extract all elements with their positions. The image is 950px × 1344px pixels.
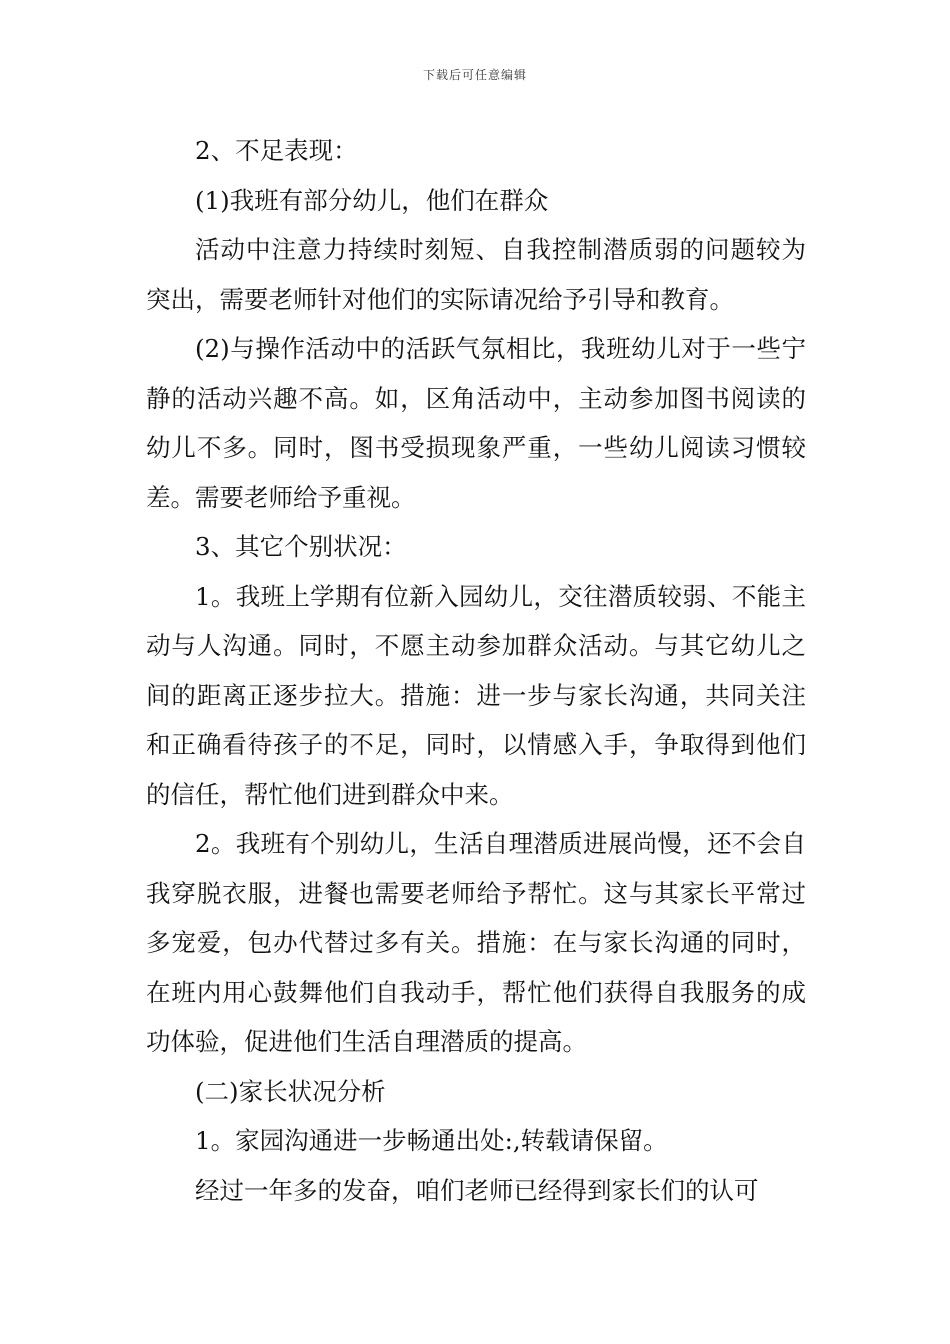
paragraph-home-communication: 1。家园沟通进一步畅通出处:,转载请保留。 [195, 1126, 668, 1155]
header-note: 下载后可任意编辑 [422, 68, 527, 82]
paragraph-item-1-body: 活动中注意力持续时刻短、自我控制潜质弱的问题较为突出，需要老师针对他们的实际请况给予引导和教育。 [146, 235, 806, 314]
paragraph-item-1-intro: (1)我班有部分幼儿，他们在群众 [195, 185, 549, 215]
paragraph-item-2: (2)与操作活动中的活跃气氛相比，我班幼儿对于一些宁静的活动兴趣不高。如，区角活动中，主动参加图书阅读的幼儿不多。同时，图书受损现象严重，一些幼儿阅读习惯较差。需要老师给予重视。 [146, 334, 806, 512]
paragraph-deficiency-heading: 2、不足表现： [195, 136, 358, 165]
paragraph-parent-analysis-heading: (二)家长状况分析 [195, 1076, 386, 1106]
paragraph-case-2: 2。我班有个别幼儿，生活自理潜质进展尚慢，还不会自我穿脱衣服，进餐也需要老师给予帮忙。这与其家长平常过多宠爱，包办代替过多有关。措施：在与家长沟通的同时，在班内用心鼓舞他们自我动手，帮忙他们获得自我服务的成功体验，促进他们生活自理潜质的提高。 [146, 829, 806, 1056]
paragraph-case-1: 1。我班上学期有位新入园幼儿，交往潜质较弱、不能主动与人沟通。同时，不愿主动参加群众活动。与其它幼儿之间的距离正逐步拉大。措施：进一步与家长沟通，共同关注和正确看待孩子的不足，同时，以情感入手，争取得到他们的信任，帮忙他们进到群众中来。 [146, 581, 806, 809]
paragraph-other-cases-heading: 3、其它个别状况： [195, 532, 407, 561]
document-body [146, 126, 806, 1215]
paragraph-final: 经过一年多的发奋，咱们老师已经得到家长们的认可 [195, 1175, 759, 1205]
